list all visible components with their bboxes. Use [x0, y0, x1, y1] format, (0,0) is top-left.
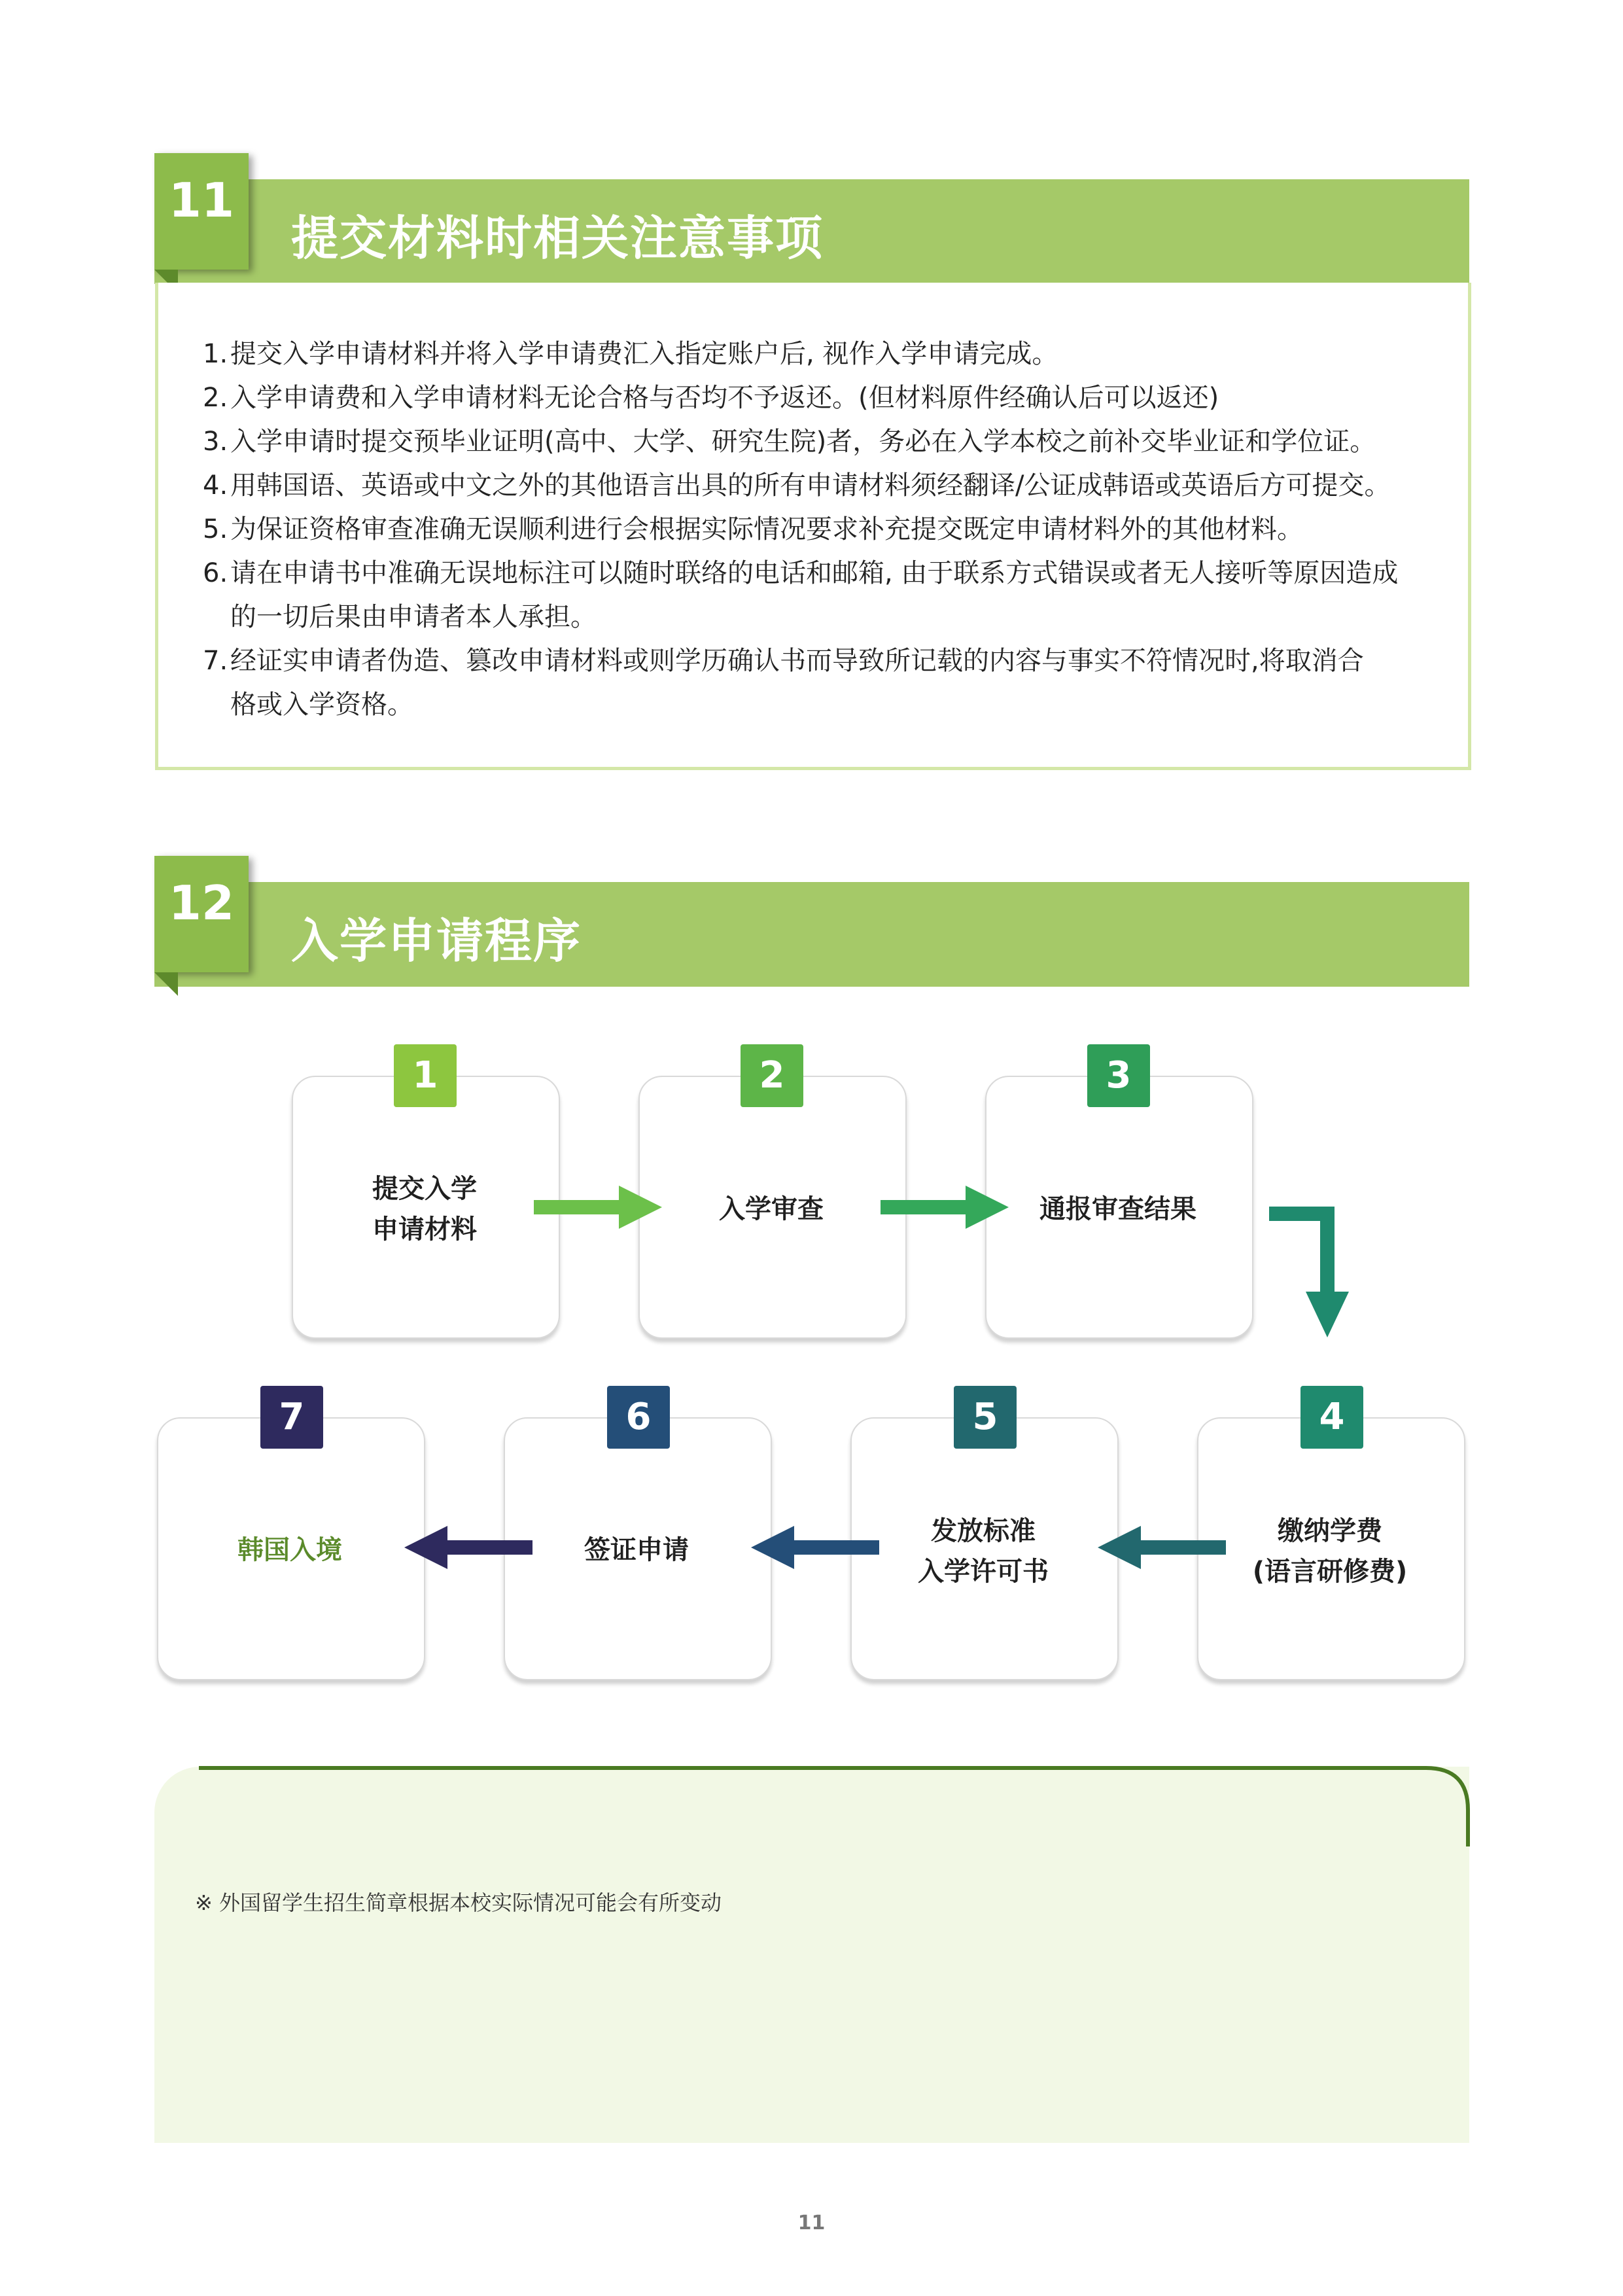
step-text-4: 缴纳学费 (语言研修费)	[1252, 1516, 1408, 1587]
section-11-header	[0, 153, 1623, 297]
step-text-1: 提交入学 申请材料	[372, 1174, 477, 1245]
note-text: ※ 外国留学生招生简章根据本校实际情况可能会有所变动	[195, 1890, 722, 1915]
arrow-right-icon	[534, 1184, 665, 1230]
page-number: 11	[797, 2212, 826, 2234]
notice-item-3: 3.入学申请时提交预毕业证明(高中、大学、研究生院)者，务必在入学本校之前补交毕业证和学位证。	[203, 427, 1376, 457]
section-12-header	[0, 856, 1623, 1000]
arrow-down-icon	[1269, 1207, 1361, 1344]
step-badge-4: 4	[1300, 1386, 1363, 1449]
step-badge-7: 7	[260, 1386, 323, 1449]
step-text-6: 签证申请	[584, 1535, 689, 1565]
notice-item-5: 5.为保证资格审查准确无误顺利进行会根据实际情况要求补充提交既定申请材料外的其他材料。	[203, 514, 1303, 544]
section-11-title: 提交材料时相关注意事项	[291, 211, 824, 266]
notice-item-6-continued: 的一切后果由申请者本人承担。	[230, 602, 597, 632]
step-badge-6: 6	[607, 1386, 670, 1449]
step-text-2: 入学审查	[719, 1194, 824, 1224]
step-text-7: 韩国入境	[237, 1535, 342, 1565]
notice-item-6: 6.请在申请书中准确无误地标注可以随时联络的电话和邮箱, 由于联系方式错误或者无人接听等原因造成	[203, 558, 1399, 588]
step-text-5: 发放标准 入学许可书	[918, 1516, 1049, 1587]
step-badge-1: 1	[394, 1044, 457, 1107]
notice-item-7: 7.经证实申请者伪造、篡改申请材料或则学历确认书而导致所记载的内容与事实不符情况时,将取消合	[203, 646, 1364, 676]
section-12-number: 12	[168, 875, 235, 930]
notice-item-1: 1.提交入学申请材料并将入学申请费汇入指定账户后, 视作入学申请完成。	[203, 339, 1058, 369]
step-badge-3: 3	[1087, 1044, 1150, 1107]
notice-item-2: 2.入学申请费和入学申请材料无论合格与否均不予返还。(但材料原件经确认后可以返还)	[203, 383, 1219, 413]
arrow-left-icon	[1095, 1525, 1226, 1570]
arrow-left-icon	[748, 1525, 879, 1570]
section-12-title: 入学申请程序	[291, 913, 582, 968]
arrow-left-icon	[402, 1525, 532, 1570]
step-badge-5: 5	[954, 1386, 1017, 1449]
notice-item-7-continued: 格或入学资格。	[230, 690, 413, 720]
step-badge-2: 2	[741, 1044, 803, 1107]
step-text-3: 通报审查结果	[1039, 1194, 1196, 1224]
note-box	[154, 1767, 1469, 2143]
section-12-fold	[154, 972, 178, 996]
arrow-right-icon	[881, 1184, 1011, 1230]
section-11-number: 11	[168, 173, 235, 228]
notice-item-4: 4.用韩国语、英语或中文之外的其他语言出具的所有申请材料须经翻译/公证成韩语或英语后方可提交。	[203, 470, 1391, 501]
